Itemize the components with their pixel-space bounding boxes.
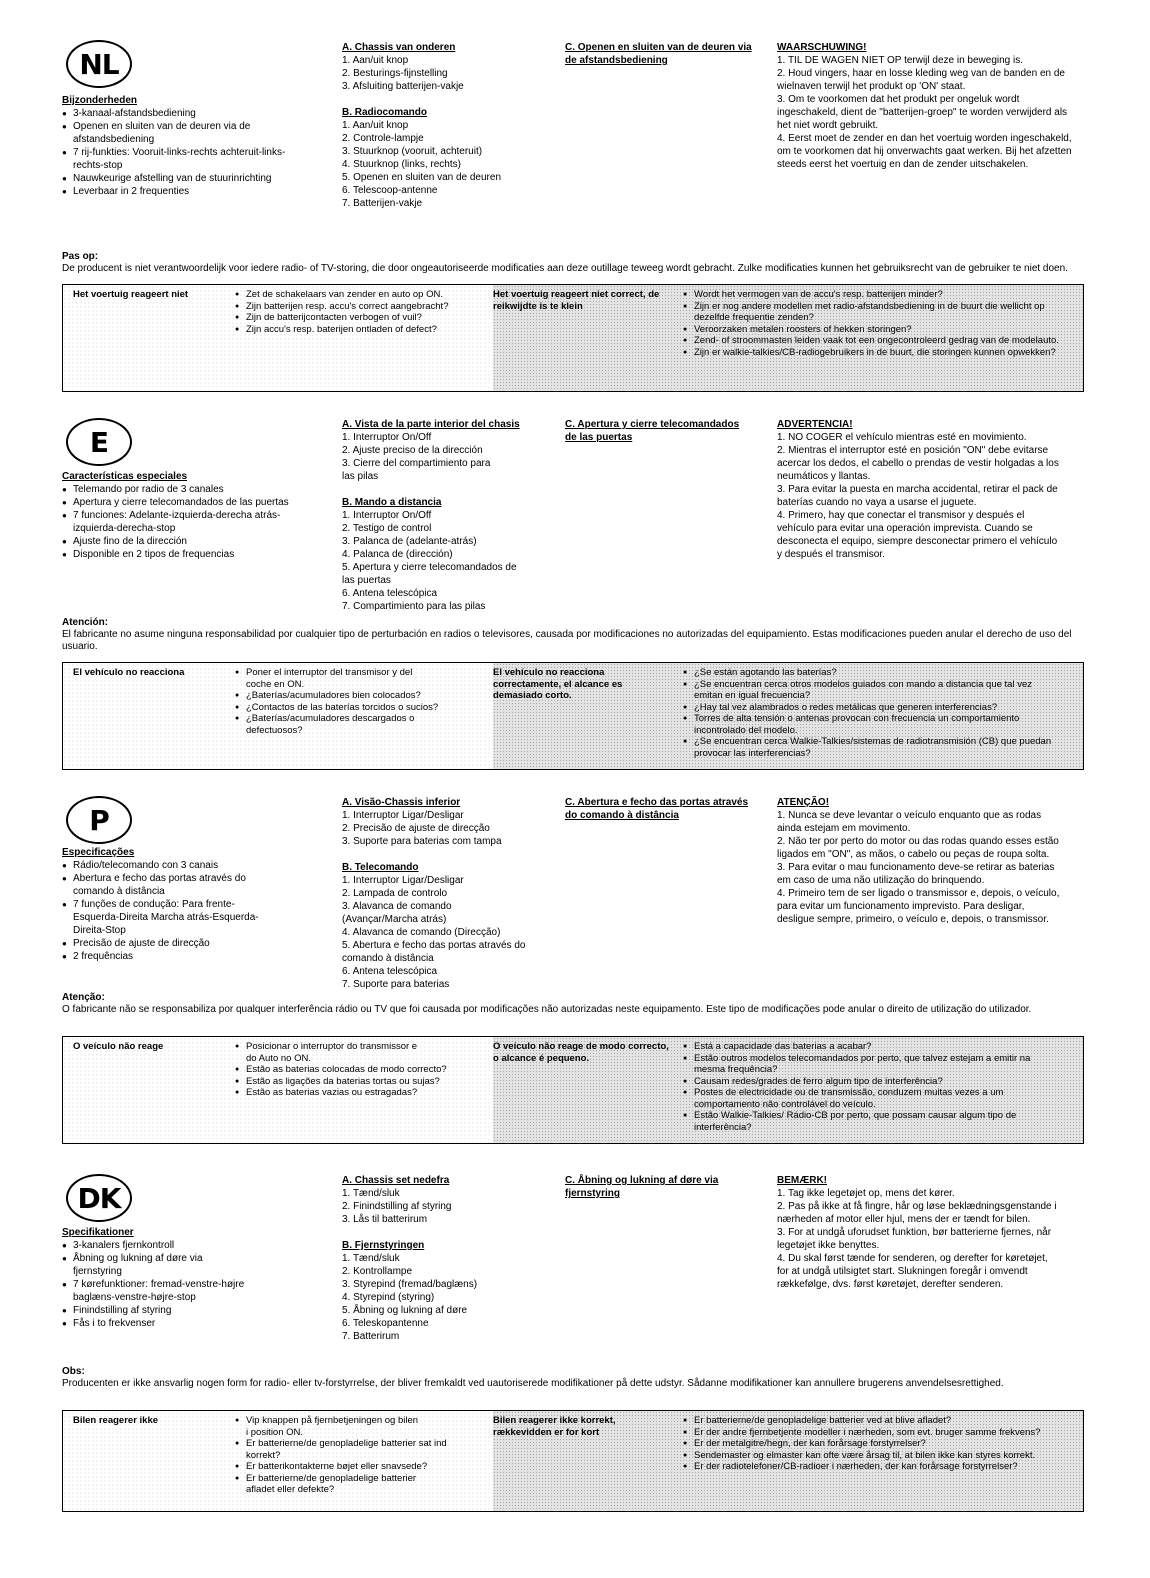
part-b-item: 3. Alavanca de comando (Avançar/Marcha atrás) bbox=[342, 901, 452, 925]
trouble-item: ● Estão as ligações da baterias tortas ou sujas? bbox=[235, 1076, 485, 1088]
part-a-item: 2. Ajuste preciso de la dirección bbox=[342, 445, 483, 456]
troubleshooting-dk bbox=[62, 1410, 1084, 1512]
part-b-item: 7. Suporte para baterias bbox=[342, 979, 450, 990]
language-badge-dk: DK bbox=[66, 1174, 132, 1222]
spec-item: ● 7 rij-funkties: Vooruit-links-rechts achteruit-links-rechts-stop bbox=[62, 146, 292, 172]
part-c-p bbox=[565, 796, 750, 822]
parts-e bbox=[342, 418, 552, 613]
trouble-item: ● Sendemaster og elmaster kan ofte være årsag til, at bilen ikke kan styres korrekt. bbox=[683, 1450, 1073, 1462]
part-b-item: 4. Styrepind (styring) bbox=[342, 1292, 435, 1303]
part-b-item: 5. Apertura y cierre telecomandados de las puertas bbox=[342, 562, 517, 586]
note-title: Obs: bbox=[62, 1366, 85, 1377]
trouble-item: ● Er batterierne/de genopladelige batterier sat ind korrekt? bbox=[235, 1438, 466, 1461]
part-a-item: 1. Interruptor Ligar/Desligar bbox=[342, 810, 464, 821]
part-b-item: 4. Stuurknop (links, rechts) bbox=[342, 159, 461, 170]
warning-item: 4. Primero, hay que conectar el transmisor y después el vehículo para evitar una operación imprevista. Cuando se desconecta el equipo, siempre desconectar primero el vehículo y después el transmisor. bbox=[777, 510, 1058, 560]
troubleshooting-nl bbox=[62, 284, 1084, 392]
troubleshooting-e bbox=[62, 662, 1084, 770]
spec-item: ● Abertura e fecho das portas através do comando à distância bbox=[62, 872, 263, 898]
part-b-item: 6. Teleskopantenne bbox=[342, 1318, 429, 1329]
warning-item: 2. Não ter por perto do motor ou das rodas quando esses estão ligados em "ON", as mãos, o cabelo ou peças de roupa solta. bbox=[777, 836, 1059, 860]
warning-item: 3. Para evitar la puesta en marcha accidental, retirar el pack de baterías cuando no vaya a usarse el juguete. bbox=[777, 484, 1058, 508]
note-title: Pas op: bbox=[62, 251, 99, 262]
trouble-item: ● Poner el interruptor del transmisor y del coche en ON. bbox=[235, 667, 416, 690]
specs-dk bbox=[62, 1226, 292, 1330]
trouble-right-title: Bilen reagerer ikke korrekt, rækkevidden er for kort bbox=[493, 1415, 616, 1438]
trouble-item: ● Torres de alta tensión o antenas provocan con frecuencia un comportamiento incontrolado del modelo. bbox=[683, 713, 1053, 736]
part-b-item: 5. Åbning og lukning af døre bbox=[342, 1305, 468, 1316]
language-badge-nl: NL bbox=[66, 40, 132, 88]
part-b-item: 1. Tænd/sluk bbox=[342, 1253, 400, 1264]
trouble-left-title: Bilen reagerer ikke bbox=[73, 1415, 159, 1426]
trouble-item: ● ¿Se están agotando las baterías? bbox=[683, 667, 1053, 679]
trouble-item: ● Postes de electricidade ou de transmissão, conduzem muitas vezes a um comportamento não controlável do veículo. bbox=[683, 1087, 1058, 1110]
note-title: Atención: bbox=[62, 617, 109, 628]
spec-item: ● Telemando por radio de 3 canales bbox=[62, 483, 292, 496]
note-dk bbox=[62, 1366, 1062, 1390]
trouble-right-title: El vehículo no reacciona correctamente, el alcance es demasiado corto. bbox=[493, 667, 623, 701]
trouble-item: ● ¿Se encuentran cerca Walkie-Talkies/sistemas de radiotransmisión (CB) que puedan provocar las interferencias? bbox=[683, 736, 1053, 759]
trouble-item: ● Zijn batterijen resp. accu's correct aangebracht? bbox=[235, 301, 485, 313]
trouble-left-title: O veículo não reage bbox=[73, 1041, 164, 1052]
spec-item: ● Rádio/telecomando con 3 canais bbox=[62, 859, 292, 872]
note-nl bbox=[62, 251, 1088, 275]
part-a-title: A. Vista de la parte interior del chasis bbox=[342, 419, 520, 430]
parts-dk bbox=[342, 1174, 552, 1343]
spec-item: ● 3-kanalers fjernkontroll bbox=[62, 1239, 292, 1252]
part-b-item: 7. Batterijen-vakje bbox=[342, 198, 423, 209]
note-text: De producent is niet verantwoordelijk voor iedere radio- of TV-storing, die door ongeautoriseerde modificaties aan deze outillage teweeg wordt gebracht. Zulke modificaties kunnen het gebruiksrecht van de gebruiker te niet doen. bbox=[62, 263, 1068, 274]
warning-dk bbox=[777, 1174, 1062, 1291]
warning-item: 1. TIL DE WAGEN NIET OP terwijl deze in beweging is. bbox=[777, 55, 1024, 66]
spec-item: ● 2 frequências bbox=[62, 950, 292, 963]
part-b-item: 6. Telescoop-antenne bbox=[342, 185, 438, 196]
trouble-item: ● ¿Baterías/acumuladores descargados o defectuosos? bbox=[235, 713, 436, 736]
trouble-item: ● Estão as baterias vazias ou estragadas? bbox=[235, 1087, 485, 1099]
trouble-item: ● ¿Baterías/acumuladores bien colocados? bbox=[235, 690, 485, 702]
spec-item: ● Ajuste fino de la dirección bbox=[62, 535, 292, 548]
trouble-item: ● ¿Contactos de las baterías torcidos o sucios? bbox=[235, 702, 485, 714]
spec-item: ● Openen en sluiten van de deuren via de afstandsbediening bbox=[62, 120, 292, 146]
specs-nl bbox=[62, 94, 292, 198]
spec-item: ● 7 funções de condução: Para frente-Esquerda-Direita Marcha atrás-Esquerda-Direita-Stop bbox=[62, 898, 263, 937]
part-c-dk bbox=[565, 1174, 755, 1200]
warning-item: 4. Primeiro tem de ser ligado o transmissor e, depois, o veículo, para evitar um funcionamento imprevisto. Para desligar, desligue sempre, primeiro, o veículo e, depois, o transmissor. bbox=[777, 888, 1060, 925]
warning-item: 4. Du skal først tænde for senderen, og derefter for køretøjet, for at undgå utilsigtet start. Slukningen foregår i omvendt rækkefølge, dvs. først køretøjet, derefter senderen. bbox=[777, 1253, 1048, 1290]
spec-item: ● Precisão de ajuste de direcção bbox=[62, 937, 292, 950]
part-b-item: 4. Alavanca de comando (Direcção) bbox=[342, 927, 501, 938]
trouble-item: ● Zend- of stroommasten leiden vaak tot een ongecontroleerd gedrag van de modelauto. bbox=[683, 335, 1073, 347]
warning-p bbox=[777, 796, 1062, 926]
part-a-item: 2. Finindstilling af styring bbox=[342, 1201, 452, 1212]
spec-item: ● Åbning og lukning af døre via fjernstyring bbox=[62, 1252, 233, 1278]
trouble-item: ● Posicionar o interruptor do transmissor e do Auto no ON. bbox=[235, 1041, 426, 1064]
part-a-title: A. Chassis van onderen bbox=[342, 42, 456, 53]
troubleshooting-p bbox=[62, 1036, 1084, 1144]
trouble-item: ● ¿Se encuentran cerca otros modelos guiados con mando a distancia que tal vez emitan en igual frecuencia? bbox=[683, 679, 1053, 702]
part-b-title: B. Telecomando bbox=[342, 862, 419, 873]
part-b-item: 5. Abertura e fecho das portas através do comando à distância bbox=[342, 940, 526, 964]
warning-item: 3. Om te voorkomen dat het produkt per ongeluk wordt ingeschakeld, dient de "batterijen-groep" te worden verwijderd als het niet wordt gebruikt. bbox=[777, 94, 1068, 131]
trouble-right-title: O veículo não reage de modo correcto, o alcance é pequeno. bbox=[493, 1041, 669, 1064]
part-b-item: 1. Aan/uit knop bbox=[342, 120, 409, 131]
part-b-item: 7. Batterirum bbox=[342, 1331, 400, 1342]
warning-item: 1. Tag ikke legetøjet op, mens det kører. bbox=[777, 1188, 955, 1199]
note-text: O fabricante não se responsabiliza por qualquer interferência rádio ou TV que foi causada por modificações não autorizadas neste equipamento. Este tipo de modificações pode anular o direito de utilização do utilizador. bbox=[62, 1004, 1032, 1015]
specs-title: Specifikationer bbox=[62, 1227, 134, 1238]
trouble-item: ● Veroorzaken metalen roosters of hekken storingen? bbox=[683, 324, 1073, 336]
warning-item: 2. Houd vingers, haar en losse kleding weg van de banden en de wielnaven terwijl het produkt op 'ON' staat. bbox=[777, 68, 1065, 92]
part-b-item: 2. Testigo de control bbox=[342, 523, 432, 534]
trouble-item: ● Estão Walkie-Talkies/ Rádio-CB por perto, que possam causar algum tipo de interferência? bbox=[683, 1110, 1058, 1133]
language-badge-p: P bbox=[66, 796, 132, 844]
specs-title: Características especiales bbox=[62, 471, 188, 482]
trouble-item: ● Wordt het vermogen van de accu's resp. batterijen minder? bbox=[683, 289, 1073, 301]
part-b-item: 2. Lampada de controlo bbox=[342, 888, 448, 899]
part-b-item: 2. Kontrollampe bbox=[342, 1266, 413, 1277]
trouble-item: ● ¿Hay tal vez alambrados o redes metálicas que generen interferencias? bbox=[683, 702, 1053, 714]
warning-title: BEMÆRK! bbox=[777, 1175, 827, 1186]
trouble-item: ● Vip knappen på fjernbetjeningen og bilen i position ON. bbox=[235, 1415, 421, 1438]
part-a-item: 3. Suporte para baterias com tampa bbox=[342, 836, 502, 847]
trouble-right-title: Het voertuig reageert niet correct, de reikwijdte is te klein bbox=[493, 289, 660, 312]
part-a-item: 1. Interruptor On/Off bbox=[342, 432, 432, 443]
warning-item: 1. NO COGER el vehículo mientras esté en movimiento. bbox=[777, 432, 1027, 443]
part-b-title: B. Fjernstyringen bbox=[342, 1240, 425, 1251]
spec-item: ● Nauwkeurige afstelling van de stuurinrichting bbox=[62, 172, 292, 185]
trouble-item: ● Er der andre fjernbetjente modeller i nærheden, som evt. bruger samme frekvens? bbox=[683, 1427, 1073, 1439]
parts-p bbox=[342, 796, 552, 991]
specs-p bbox=[62, 846, 292, 963]
part-b-item: 5. Openen en sluiten van de deuren bbox=[342, 172, 502, 183]
trouble-item: ● Zijn er walkie-talkies/CB-radiogebruikers in de buurt, die storingen kunnen opwekken? bbox=[683, 347, 1073, 359]
part-b-item: 6. Antena telescópica bbox=[342, 966, 438, 977]
trouble-item: ● Zet de schakelaars van zender en auto op ON. bbox=[235, 289, 485, 301]
part-a-item: 1. Tænd/sluk bbox=[342, 1188, 400, 1199]
specs-e bbox=[62, 470, 292, 561]
note-p bbox=[62, 992, 1082, 1016]
note-text: El fabricante no asume ninguna responsabilidad por cualquier tipo de perturbación en radios o televisores, causada por modificaciones no autorizadas del equipamiento. Estas modificaciones pueden anular el derecho de uso del usuario. bbox=[62, 629, 1072, 652]
spec-item: ● 3-kanaal-afstandsbediening bbox=[62, 107, 292, 120]
warning-title: WAARSCHUWING! bbox=[777, 42, 867, 53]
spec-item: ● Leverbaar in 2 frequenties bbox=[62, 185, 292, 198]
trouble-left-title: Het voertuig reageert niet bbox=[73, 289, 189, 300]
part-a-item: 2. Besturings-fijnstelling bbox=[342, 68, 448, 79]
language-badge-e: E bbox=[66, 418, 132, 466]
part-b-item: 3. Stuurknop (vooruit, achteruit) bbox=[342, 146, 483, 157]
part-a-title: A. Visão-Chassis inferior bbox=[342, 797, 461, 808]
part-b-item: 3. Palanca de (adelante-atrás) bbox=[342, 536, 477, 547]
warning-item: 2. Pas på ikke at få fingre, hår og løse beklædningsgenstande i nærheden af motor eller hjul, mens der er tændt for bilen. bbox=[777, 1201, 1057, 1225]
part-b-item: 2. Controle-lampje bbox=[342, 133, 424, 144]
trouble-item: ● Zijn er nog andere modellen met radio-afstandsbediening in de buurt die wellicht op dezelfde frequentie zenden? bbox=[683, 301, 1073, 324]
trouble-item: ● Er der metalgitre/hegn, der kan forårsage forstyrrelser? bbox=[683, 1438, 1073, 1450]
spec-item: ● 7 funciones: Adelante-izquierda-derecha atrás-izquierda-derecha-stop bbox=[62, 509, 292, 535]
warning-nl bbox=[777, 41, 1077, 171]
part-a-item: 2. Precisão de ajuste de direcção bbox=[342, 823, 490, 834]
specs-title: Especificações bbox=[62, 847, 135, 858]
trouble-item: ● Está a capacidade das baterias a acabar? bbox=[683, 1041, 1058, 1053]
part-b-item: 4. Palanca de (dirección) bbox=[342, 549, 453, 560]
warning-title: ATENÇÃO! bbox=[777, 797, 830, 808]
part-a-title: A. Chassis set nedefra bbox=[342, 1175, 450, 1186]
part-b-item: 1. Interruptor On/Off bbox=[342, 510, 432, 521]
part-a-item: 1. Aan/uit knop bbox=[342, 55, 409, 66]
part-c-nl bbox=[565, 41, 760, 67]
trouble-item: ● Estão outros modelos telecomandados por perto, que talvez estejam a emitir na mesma frequência? bbox=[683, 1053, 1058, 1076]
part-b-title: B. Mando a distancia bbox=[342, 497, 442, 508]
part-c-title: C. Apertura y cierre telecomandados de las puertas bbox=[565, 419, 740, 443]
note-title: Atenção: bbox=[62, 992, 105, 1003]
parts-nl bbox=[342, 41, 542, 210]
warning-item: 2. Mientras el interruptor esté en posición "ON" debe evitarse acercar los dedos, el cabello o prendas de vestir holgadas a los neumáticos y llantas. bbox=[777, 445, 1059, 482]
warning-title: ADVERTENCIA! bbox=[777, 419, 853, 430]
trouble-item: ● Zijn de batterijcontacten verbogen of vuil? bbox=[235, 312, 485, 324]
trouble-item: ● Estão as baterias colocadas de modo correcto? bbox=[235, 1064, 485, 1076]
part-b-item: 6. Antena telescópica bbox=[342, 588, 438, 599]
trouble-item: ● Er der radiotelefoner/CB-radioer i nærheden, der kan forårsage forstyrrelser? bbox=[683, 1461, 1073, 1473]
warning-item: 4. Eerst moet de zender en dan het voertuig worden ingeschakeld, om te voorkomen dat hij onverwachts gaat werken. Bij het afzetten steeds eerst het voertuig en dan de zender uitschakelen. bbox=[777, 133, 1072, 170]
spec-item: ● 7 kørefunktioner: fremad-venstre-højre baglæns-venstre-højre-stop bbox=[62, 1278, 248, 1304]
trouble-item: ● Er batterikontakterne bøjet eller snavsede? bbox=[235, 1461, 485, 1473]
warning-item: 1. Nunca se deve levantar o veículo enquanto que as rodas ainda estejam em movimento. bbox=[777, 810, 1042, 834]
specs-title: Bijzonderheden bbox=[62, 95, 138, 106]
part-b-item: 1. Interruptor Ligar/Desligar bbox=[342, 875, 464, 886]
part-c-title: C. Openen en sluiten van de deuren via de afstandsbediening bbox=[565, 42, 752, 66]
part-a-item: 3. Afsluiting batterijen-vakje bbox=[342, 81, 464, 92]
trouble-item: ● Zijn accu's resp. baterijen ontladen of defect? bbox=[235, 324, 485, 336]
part-a-item: 3. Cierre del compartimiento para las pilas bbox=[342, 458, 491, 482]
warning-item: 3. For at undgå uforudset funktion, bør batterierne fjernes, når legetøjet ikke benyttes. bbox=[777, 1227, 1052, 1251]
part-b-item: 3. Styrepind (fremad/baglæns) bbox=[342, 1279, 478, 1290]
note-e bbox=[62, 617, 1082, 653]
trouble-item: ● Causam redes/grades de ferro algum tipo de interferência? bbox=[683, 1076, 1058, 1088]
part-b-item: 7. Compartimiento para las pilas bbox=[342, 601, 486, 612]
note-text: Producenten er ikke ansvarlig nogen form for radio- eller tv-forstyrrelse, der bliver fremkaldt ved uautoriserede modifikationer på dette udstyr. Sådanne modifikationer kan annullere brugerens anvendelsesrettighed. bbox=[62, 1378, 1004, 1389]
part-c-title: C. Abertura e fecho das portas através do comando à distância bbox=[565, 797, 749, 821]
warning-e bbox=[777, 418, 1062, 561]
trouble-item: ● Er batterierne/de genopladelige batterier ved at blive afladet? bbox=[683, 1415, 1073, 1427]
spec-item: ● Fås i to frekvenser bbox=[62, 1317, 292, 1330]
warning-item: 3. Para evitar o mau funcionamento deve-se retirar as baterias em caso de uma não utilização do brinquendo. bbox=[777, 862, 1055, 886]
part-a-item: 3. Lås til batterirum bbox=[342, 1214, 428, 1225]
trouble-left-title: El vehículo no reacciona bbox=[73, 667, 185, 678]
part-b-title: B. Radiocomando bbox=[342, 107, 428, 118]
trouble-item: ● Er batterierne/de genopladelige batterier afladet eller defekte? bbox=[235, 1473, 446, 1496]
spec-item: ● Disponible en 2 tipos de frequencias bbox=[62, 548, 292, 561]
spec-item: ● Apertura y cierre telecomandados de las puertas bbox=[62, 496, 292, 509]
spec-item: ● Finindstilling af styring bbox=[62, 1304, 292, 1317]
part-c-title: C. Åbning og lukning af døre via fjernstyring bbox=[565, 1175, 719, 1199]
part-c-e bbox=[565, 418, 750, 444]
